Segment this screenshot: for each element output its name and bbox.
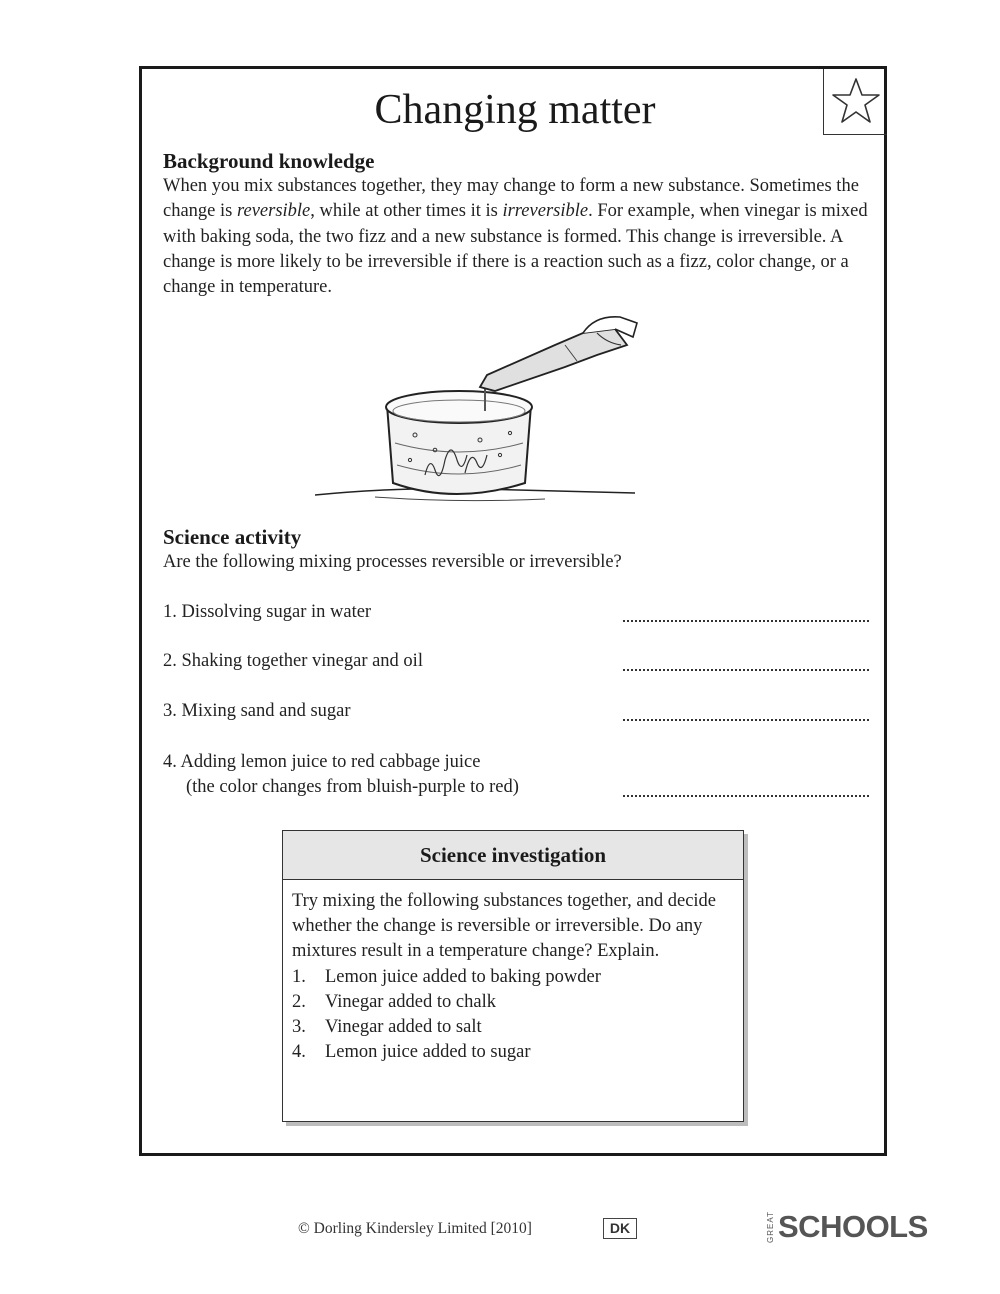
answer-line[interactable] [623,669,869,671]
activity-heading: Science activity [163,525,302,549]
list-number: 2. [292,991,306,1012]
answer-line[interactable] [623,719,869,721]
copyright-text: © Dorling Kindersley Limited [2010] [298,1220,532,1237]
investigation-intro: Try mixing the following substances together, and decide whether the change is reversible or irreversible. Do any mixtures result in a temperature change? Explain. [292,891,717,962]
pouring-bottle-into-bowl-illustration [315,315,645,510]
list-text: Vinegar added to chalk [325,991,496,1012]
question-label: 3. Mixing sand and sugar [163,701,351,721]
background-italic-1: reversible [236,201,311,222]
list-item [292,1040,732,1065]
answer-line[interactable] [623,795,869,797]
activity-prompt: Are the following mixing processes reversible or irreversible? [163,552,622,572]
question-row [163,602,869,628]
list-item [292,1015,732,1040]
question-label: 1. Dissolving sugar in water [163,602,372,622]
background-paragraph [163,174,871,300]
list-text: Lemon juice added to sugar [325,1042,531,1063]
dk-logo: DK [603,1218,637,1239]
background-text-2: , while at other times it is [310,201,503,222]
investigation-box [282,830,744,1122]
background-heading: Background knowledge [163,149,375,173]
list-item [292,965,732,990]
gs-schools-text: SCHOOLS [778,1209,928,1244]
investigation-heading: Science investigation [283,831,743,880]
list-text: Vinegar added to salt [325,1017,482,1038]
answer-line[interactable] [623,620,869,622]
background-italic-2: irreversible [502,201,589,222]
list-number: 3. [292,1017,306,1038]
background-text-3: . For example, when vinegar is mixed with baking soda, the two fizz and a new substance is formed. This change is irreversible. A change is more likely to be irreversible if there is a reaction such as a fizz, color change, or a change in temperature. [163,201,868,298]
question-row [163,701,869,727]
page-title: Changing matter [374,87,656,133]
question-label: 4. Adding lemon juice to red cabbage juice [163,752,481,772]
list-text: Lemon juice added to baking powder [325,966,601,987]
background-text-1: When you mix substances together, they may change to form a new substance. Sometimes the change is [163,176,859,222]
list-number: 4. [292,1042,306,1063]
question-sublabel: (the color changes from bluish-purple to red) [186,777,519,797]
gs-great-text: GREAT [766,1211,775,1243]
investigation-body [292,889,732,1065]
list-item [292,990,732,1015]
question-row [163,651,869,677]
list-number: 1. [292,966,306,987]
investigation-list [292,965,732,1066]
question-row [163,752,869,802]
question-label: 2. Shaking together vinegar and oil [163,651,423,671]
